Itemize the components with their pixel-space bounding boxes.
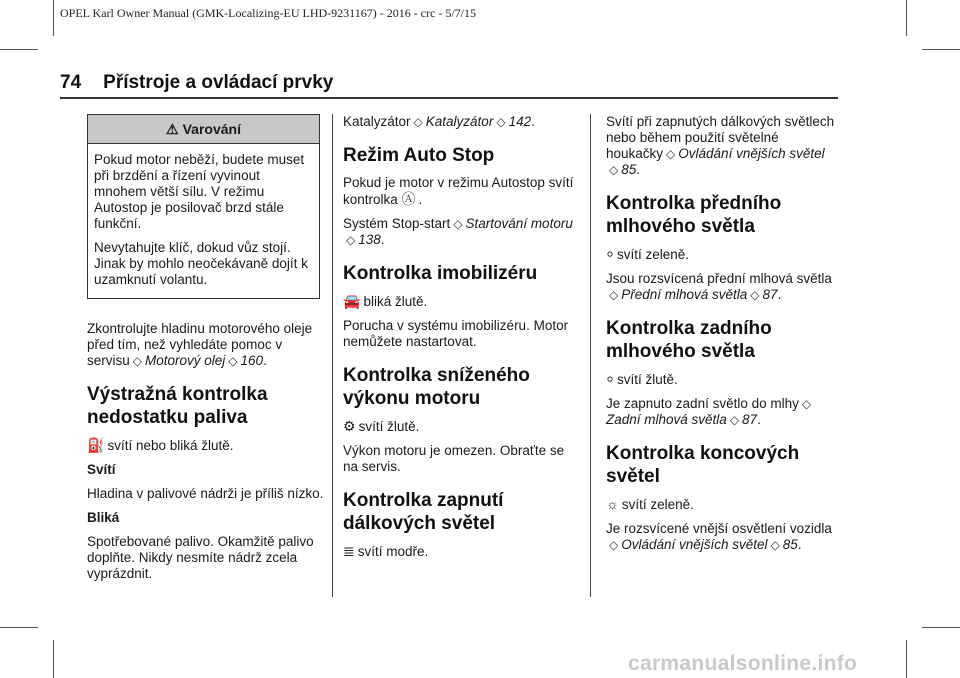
side-lights-link[interactable]: Ovládání vnějších světel	[621, 537, 768, 552]
arrow-ref-icon: ◇	[609, 288, 619, 302]
fuel-heading: Výstražná kontrolka nedostatku paliva	[87, 384, 268, 428]
column-2	[343, 114, 575, 568]
header-rule	[60, 97, 838, 99]
side-lights-status: ☼ svítí zeleně.	[606, 496, 694, 512]
auto-stop-icon: Ⓐ	[401, 191, 416, 207]
arrow-ref-icon: ◇	[413, 115, 423, 129]
column-divider	[332, 114, 333, 597]
warning-text-1: Pokud motor neběží, budete muset při brzdění a řízení vyvinout mnohem větší sílu. V režimu Autostop je posilovač brzd stále funkční.	[94, 152, 305, 231]
arrow-ref-icon: ◇	[750, 288, 760, 302]
rear-fog-heading: Kontrolka zadního mlhového světla	[606, 318, 772, 362]
crop-mark	[0, 627, 38, 628]
warning-body	[88, 144, 319, 298]
warning-header	[88, 115, 319, 144]
crop-mark	[906, 640, 907, 678]
oil-paragraph: Zkontrolujte hladinu motorového oleje před tím, než vyhledáte pomoc v servisu ◇ Motorový olej ◇ 160.	[87, 321, 313, 368]
watermark: carmanualsonline.info	[628, 652, 858, 675]
immobilizer-text: Porucha v systému imobilizéru. Motor nemůžete nastartovat.	[343, 318, 569, 349]
warning-box	[87, 114, 320, 299]
fuel-text-on: Hladina v palivové nádrži je příliš nízko.	[87, 486, 324, 501]
immobilizer-car-icon: 🚘	[343, 293, 361, 309]
catalyst-page[interactable]: 142	[508, 114, 532, 129]
flash-paragraph: Svítí při zapnutých dálkových světlech nebo během použití světelné houkačky ◇ Ovládání vnějších světel◇ 85.	[606, 114, 835, 177]
arrow-ref-icon: ◇	[453, 217, 463, 231]
fuel-status: ⛽ svítí nebo bliká žlutě.	[87, 437, 234, 453]
rear-fog-page[interactable]: 87	[742, 412, 758, 427]
engine-power-icon: ⚙	[343, 418, 356, 434]
autostop-link[interactable]: Startování motoru	[465, 216, 573, 231]
warning-title: Varování	[182, 121, 241, 137]
autostop-text-1: Pokud je motor v režimu Autostop svítí kontrolka Ⓐ .	[343, 175, 574, 207]
reduced-power-status: ⚙ svítí žlutě.	[343, 418, 420, 434]
front-fog-page[interactable]: 87	[762, 287, 778, 302]
crop-mark	[906, 0, 907, 36]
high-beam-heading: Kontrolka zapnutí dálkových světel	[343, 490, 504, 534]
autostop-text-2: Systém Stop-start ◇ Startování motoru◇ 138.	[343, 216, 573, 247]
front-fog-text: Jsou rozsvícená přední mlhová světla◇ Přední mlhová světla ◇ 87.	[606, 271, 832, 302]
arrow-ref-icon: ◇	[801, 397, 812, 411]
side-lights-icon: ☼	[606, 496, 619, 512]
warning-triangle-icon: ⚠	[166, 121, 179, 137]
rear-fog-icon: ⸰	[606, 371, 615, 387]
flash-link[interactable]: Ovládání vnějších světel	[678, 146, 825, 161]
column-divider	[590, 114, 591, 597]
rear-fog-link[interactable]: Zadní mlhová světla	[606, 412, 727, 427]
fuel-subheading-on: Svítí	[87, 462, 116, 477]
reduced-power-heading: Kontrolka sníženého výkonu motoru	[343, 365, 530, 409]
fuel-text-flash: Spotřebované palivo. Okamžitě palivo doplňte. Nikdy nesmíte nádrž zcela vyprázdnit.	[87, 534, 314, 581]
immobilizer-heading: Kontrolka imobilizéru	[343, 263, 538, 284]
arrow-ref-icon: ◇	[609, 538, 619, 552]
side-lights-heading: Kontrolka koncových světel	[606, 443, 800, 487]
side-lights-page[interactable]: 85	[782, 537, 798, 552]
oil-page[interactable]: 160	[240, 353, 264, 368]
column-3	[606, 114, 838, 561]
page-title: Přístroje a ovládací prvky	[103, 72, 334, 93]
crop-mark	[53, 0, 54, 36]
front-fog-icon: ⸰	[606, 246, 615, 262]
arrow-ref-icon: ◇	[346, 233, 356, 247]
immobilizer-status: 🚘 bliká žlutě.	[343, 293, 428, 309]
autostop-heading: Režim Auto Stop	[343, 145, 495, 166]
crop-mark	[53, 640, 54, 678]
high-beam-icon: ≣	[343, 543, 355, 559]
rear-fog-status: ⸰ svítí žlutě.	[606, 371, 678, 387]
crop-mark	[922, 627, 960, 628]
front-fog-status: ⸰ svítí zeleně.	[606, 246, 690, 262]
document-meta: OPEL Karl Owner Manual (GMK-Localizing-EU LHD-9231167) - 2016 - crc - 5/7/15	[60, 6, 476, 20]
page-heading	[60, 72, 333, 94]
front-fog-heading: Kontrolka předního mlhového světla	[606, 193, 782, 237]
front-fog-link[interactable]: Přední mlhová světla	[621, 287, 748, 302]
reduced-power-text: Výkon motoru je omezen. Obraťte se na servis.	[343, 443, 565, 474]
flash-page[interactable]: 85	[621, 162, 637, 177]
crop-mark	[922, 49, 960, 50]
arrow-ref-icon: ◇	[132, 354, 142, 368]
high-beam-status: ≣ svítí modře.	[343, 543, 429, 559]
catalyst-link[interactable]: Katalyzátor	[425, 114, 494, 129]
arrow-ref-icon: ◇	[228, 354, 238, 368]
autostop-page[interactable]: 138	[358, 232, 381, 247]
fuel-subheading-flash: Bliká	[87, 510, 120, 525]
arrow-ref-icon: ◇	[609, 163, 619, 177]
arrow-ref-icon: ◇	[666, 147, 676, 161]
arrow-ref-icon: ◇	[770, 538, 780, 552]
arrow-ref-icon: ◇	[496, 115, 506, 129]
arrow-ref-icon: ◇	[729, 413, 740, 427]
oil-link[interactable]: Motorový olej	[145, 353, 226, 368]
warning-text-2: Nevytahujte klíč, dokud vůz stojí. Jinak by mohlo neočekávaně dojít k uzamknutí volantu.	[94, 240, 308, 287]
fuel-pump-icon: ⛽	[87, 437, 105, 453]
page-number: 74	[60, 72, 82, 93]
crop-mark	[0, 49, 38, 50]
column-1	[87, 114, 325, 590]
rear-fog-text: Je zapnuto zadní světlo do mlhy ◇Zadní mlhová světla ◇ 87.	[606, 396, 812, 427]
side-lights-text: Je rozsvícené vnější osvětlení vozidla◇ Ovládání vnějších světel ◇ 85.	[606, 521, 832, 552]
catalyst-paragraph: Katalyzátor ◇ Katalyzátor ◇ 142.	[343, 114, 535, 129]
